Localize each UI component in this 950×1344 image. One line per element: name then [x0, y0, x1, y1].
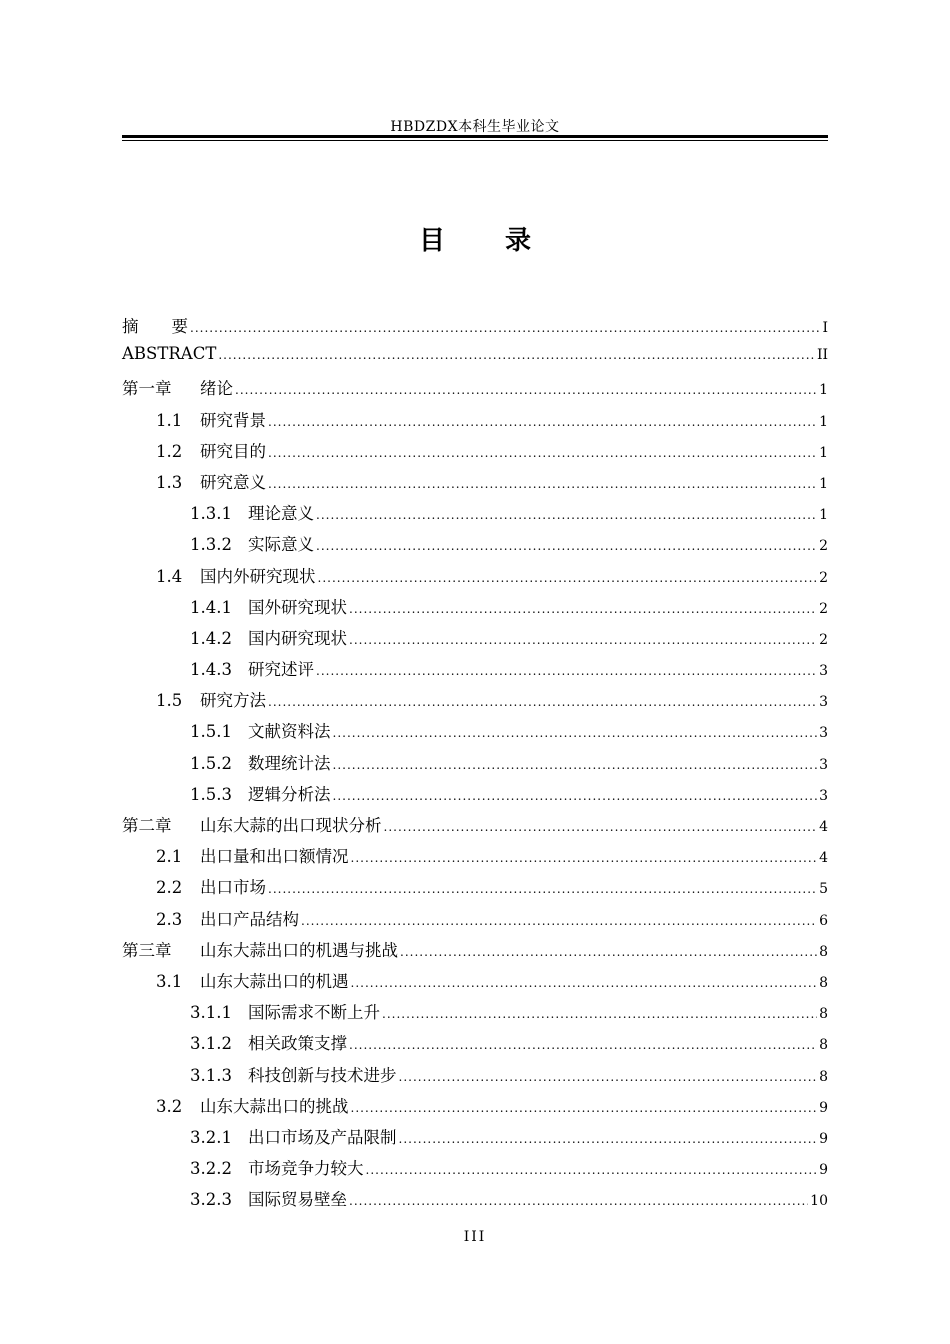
toc-entry[interactable] — [122, 594, 828, 625]
toc-entry-page: 8 — [819, 1068, 828, 1085]
toc-leader-dots — [349, 602, 817, 616]
toc-entry-number: 1.5.3 — [190, 784, 232, 804]
toc-leader-dots — [316, 539, 817, 553]
toc-entry-page: 9 — [819, 1130, 828, 1147]
toc-entry-number: 3.1 — [156, 971, 183, 991]
toc-entry-page: 8 — [819, 1006, 828, 1023]
toc-entry[interactable] — [122, 812, 828, 843]
toc-leader-dots — [268, 415, 817, 429]
toc-entry-page: 3 — [819, 663, 828, 680]
toc-entry[interactable] — [122, 469, 828, 500]
toc-leader-dots — [268, 446, 817, 460]
toc-leader-dots — [268, 695, 817, 709]
toc-leader-dots — [268, 477, 817, 491]
toc-entry[interactable] — [122, 968, 828, 999]
toc-entry-number: 3.2.2 — [190, 1159, 232, 1179]
toc-entry-page: II — [816, 347, 828, 364]
toc-entry[interactable] — [122, 313, 828, 344]
toc-leader-dots — [349, 1194, 808, 1208]
toc-entry-page: 4 — [819, 819, 828, 835]
toc-entry[interactable] — [122, 781, 828, 812]
toc-entry-number: 1.3.2 — [190, 535, 232, 555]
toc-leader-dots — [400, 945, 817, 959]
toc-entry-title: 研究目的 — [200, 441, 266, 461]
toc-entry-number: 2.1 — [156, 847, 183, 867]
toc-entry-title: ABSTRACT — [122, 344, 217, 364]
toc-entry-page: 2 — [819, 600, 828, 617]
toc-entry[interactable] — [122, 1124, 828, 1155]
toc-entry[interactable] — [122, 625, 828, 656]
toc-leader-dots — [382, 1007, 817, 1021]
toc-entry-title: 绪论 — [200, 379, 233, 399]
toc-entry-title: 逻辑分析法 — [248, 784, 331, 804]
toc-leader-dots — [218, 348, 815, 362]
toc-entry-title: 国内外研究现状 — [200, 566, 316, 586]
toc-entry-page: 9 — [819, 1162, 828, 1179]
toc-leader-dots — [351, 976, 818, 990]
toc-entry-title: 国际贸易壁垒 — [248, 1190, 347, 1210]
toc-entry-number: 第二章 — [122, 816, 172, 835]
toc-entry[interactable] — [122, 500, 828, 531]
toc-entry-title: 出口市场 — [200, 878, 266, 898]
toc-leader-dots — [318, 571, 818, 585]
toc-entry[interactable] — [122, 438, 828, 469]
toc-entry[interactable] — [122, 906, 828, 937]
toc-entry-number: 1.5 — [156, 691, 183, 711]
toc-leader-dots — [268, 882, 817, 896]
toc-entry[interactable] — [122, 718, 828, 749]
toc-entry-title: 国外研究现状 — [248, 597, 347, 617]
toc-leader-dots — [351, 1101, 818, 1115]
toc-entry-page: 2 — [819, 538, 828, 555]
toc-leader-dots — [351, 851, 818, 865]
toc-entry-title: 研究意义 — [200, 472, 266, 492]
toc-leader-dots — [333, 726, 818, 740]
toc-entry[interactable] — [122, 1186, 828, 1217]
toc-entry-number: 2.3 — [156, 909, 183, 929]
header-rule-thick — [122, 135, 828, 138]
toc-leader-dots — [349, 633, 817, 647]
toc-entry[interactable] — [122, 344, 828, 375]
toc-entry-title: 出口量和出口额情况 — [200, 847, 349, 867]
toc-entry[interactable] — [122, 750, 828, 781]
toc-entry[interactable] — [122, 874, 828, 905]
toc-entry-title: 研究方法 — [200, 691, 266, 711]
toc-entry-page: 3 — [819, 787, 828, 804]
toc-entry-page: 3 — [819, 694, 828, 711]
toc-entry-page: 9 — [819, 1099, 828, 1116]
toc-entry[interactable] — [122, 1093, 828, 1124]
toc-entry-page: 2 — [819, 631, 828, 648]
toc-entry-title: 实际意义 — [248, 535, 314, 555]
toc-entry[interactable] — [122, 937, 828, 968]
toc-entry-number: 1.3 — [156, 472, 183, 492]
toc-entry-number: 3.2.3 — [190, 1190, 232, 1210]
toc-entry-number: 1.2 — [156, 441, 183, 461]
toc-entry-number: 2.2 — [156, 878, 183, 898]
toc-entry-title: 山东大蒜的出口现状分析 — [200, 816, 382, 835]
toc-entry-title: 出口产品结构 — [200, 909, 299, 929]
toc-entry-title: 市场竞争力较大 — [248, 1159, 364, 1179]
toc-entry-number: 1.5.2 — [190, 753, 232, 773]
toc-entry-number: 3.1.1 — [190, 1003, 232, 1023]
toc-leader-dots — [384, 820, 818, 834]
toc-entry-title: 国际需求不断上升 — [248, 1003, 380, 1023]
toc-entry-title: 研究背景 — [200, 410, 266, 430]
toc-entry-number: 第一章 — [122, 379, 172, 399]
toc-entry[interactable] — [122, 843, 828, 874]
toc-entry-number: 1.3.1 — [190, 504, 232, 524]
toc-entry[interactable] — [122, 1030, 828, 1061]
toc-entry-number: 1.4 — [156, 566, 183, 586]
toc-entry-title: 科技创新与技术进步 — [248, 1065, 397, 1085]
toc-entry-page: 8 — [819, 943, 828, 960]
toc-entry-page: 8 — [819, 1037, 828, 1054]
toc-entry-page: 6 — [819, 912, 828, 929]
toc-entry-number: 1.4.1 — [190, 597, 232, 617]
toc-entry-number: 3.1.3 — [190, 1065, 232, 1085]
page-title: 目录 — [418, 226, 591, 256]
toc-entry-page: 1 — [819, 413, 828, 430]
toc-entry-title: 数理统计法 — [248, 753, 331, 773]
toc-leader-dots — [316, 508, 817, 522]
toc-entry-title: 国内研究现状 — [248, 628, 347, 648]
toc-entry-page: 1 — [819, 507, 828, 524]
toc-entry-page: 2 — [819, 569, 828, 586]
toc-entry-number: 摘 要 — [122, 317, 188, 336]
toc-entry-title: 理论意义 — [248, 504, 314, 524]
toc-entry-number: 第三章 — [122, 940, 172, 960]
toc-entry-page: 1 — [819, 382, 828, 399]
toc-entry-title: 文献资料法 — [248, 722, 331, 742]
toc-leader-dots — [316, 664, 817, 678]
toc-entry-page: 8 — [819, 974, 828, 991]
toc-leader-dots — [349, 1038, 817, 1052]
toc-entry-page: 1 — [819, 444, 828, 461]
toc-entry-page: 3 — [819, 725, 828, 742]
toc-entry-title: 相关政策支撑 — [248, 1034, 347, 1054]
toc-leader-dots — [399, 1132, 818, 1146]
toc-entry-page: 4 — [819, 850, 828, 867]
toc-entry-title: 出口市场及产品限制 — [248, 1127, 397, 1147]
header-rule-thin — [122, 140, 828, 141]
toc-entry-page: I — [822, 320, 828, 336]
toc-entry-number: 3.2 — [156, 1096, 183, 1116]
toc-entry-page: 3 — [819, 756, 828, 773]
toc-entry[interactable] — [122, 407, 828, 438]
toc-entry-page: 5 — [819, 881, 828, 898]
toc-leader-dots — [190, 321, 820, 335]
toc-entry[interactable] — [122, 531, 828, 562]
toc-entry-page: 10 — [810, 1193, 828, 1210]
toc-entry-title: 山东大蒜出口的机遇 — [200, 971, 349, 991]
toc-entry[interactable] — [122, 375, 828, 406]
toc-entry[interactable] — [122, 563, 828, 594]
toc-entry-number: 1.4.2 — [190, 628, 232, 648]
toc-entry-title: 研究述评 — [248, 660, 314, 680]
toc-entry[interactable] — [122, 999, 828, 1030]
toc-entry[interactable] — [122, 1062, 828, 1093]
toc-leader-dots — [301, 914, 817, 928]
toc-leader-dots — [235, 383, 817, 397]
toc-leader-dots — [366, 1163, 818, 1177]
toc-entry[interactable] — [122, 687, 828, 718]
running-header: HBDZDX本科生毕业论文 — [390, 119, 560, 135]
toc-entry-page: 1 — [819, 475, 828, 492]
toc-entry[interactable] — [122, 1155, 828, 1186]
toc-entry-number: 1.1 — [156, 410, 183, 430]
footer-page-number: III — [463, 1229, 487, 1245]
toc-entry-number: 1.4.3 — [190, 660, 232, 680]
toc-entry-number: 3.2.1 — [190, 1127, 232, 1147]
table-of-contents — [122, 313, 828, 1217]
toc-entry-number: 3.1.2 — [190, 1034, 232, 1054]
toc-entry-title: 山东大蒜出口的机遇与挑战 — [200, 940, 398, 960]
toc-entry-title: 山东大蒜出口的挑战 — [200, 1096, 349, 1116]
toc-entry[interactable] — [122, 656, 828, 687]
toc-leader-dots — [333, 758, 818, 772]
toc-entry-number: 1.5.1 — [190, 722, 232, 742]
toc-leader-dots — [333, 789, 818, 803]
toc-leader-dots — [399, 1070, 818, 1084]
